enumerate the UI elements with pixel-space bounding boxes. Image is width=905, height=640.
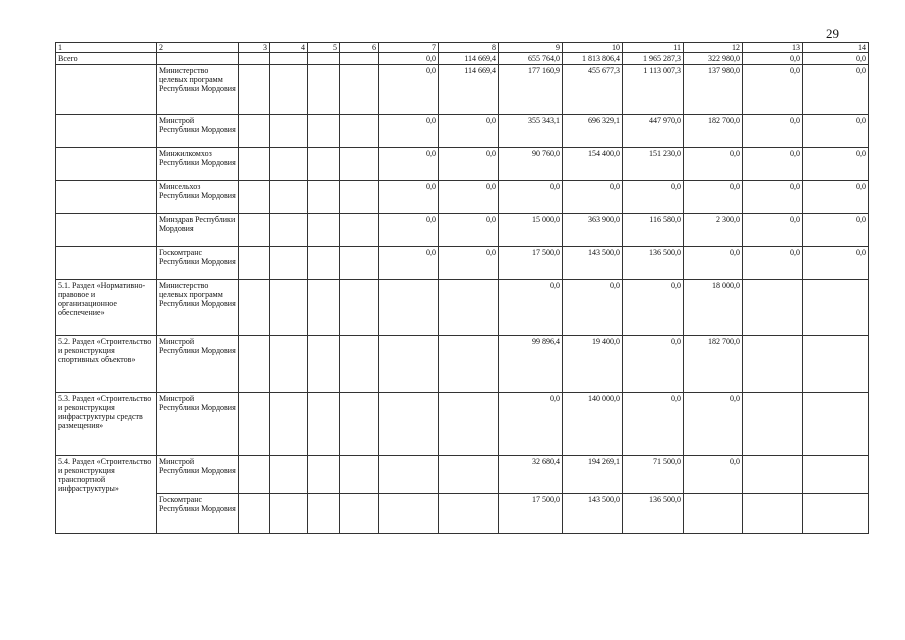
section-cell — [56, 247, 157, 280]
value-cell — [379, 280, 439, 336]
value-cell: 696 329,1 — [563, 115, 623, 148]
value-cell — [803, 336, 869, 393]
value-cell — [340, 247, 379, 280]
value-cell: 0,0 — [803, 65, 869, 115]
value-cell — [270, 214, 308, 247]
value-cell — [270, 456, 308, 494]
agency-cell: Минздрав Республики Мордовия — [157, 214, 239, 247]
value-cell — [308, 280, 340, 336]
value-cell — [239, 336, 270, 393]
page-number: 29 — [826, 26, 839, 41]
value-cell: 177 160,9 — [499, 65, 563, 115]
value-cell: 137 980,0 — [684, 65, 743, 115]
value-cell: 136 500,0 — [623, 247, 684, 280]
value-cell: 0,0 — [803, 53, 869, 65]
table-row — [56, 65, 869, 115]
value-cell: 0,0 — [743, 115, 803, 148]
value-cell: 0,0 — [803, 214, 869, 247]
value-cell — [308, 336, 340, 393]
value-cell — [379, 393, 439, 456]
value-cell — [308, 456, 340, 494]
value-cell — [340, 456, 379, 494]
value-cell: 0,0 — [439, 115, 499, 148]
section-cell: 5.3. Раздел «Строительство и реконструкция инфраструктуры средств размещения» — [56, 393, 157, 456]
value-cell — [308, 247, 340, 280]
section-cell: 5.1. Раздел «Нормативно-правовое и организационное обеспечение» — [56, 280, 157, 336]
value-cell: 0,0 — [623, 336, 684, 393]
section-cell — [56, 65, 157, 115]
value-cell — [340, 65, 379, 115]
value-cell: 17 500,0 — [499, 247, 563, 280]
value-cell: 0,0 — [379, 115, 439, 148]
value-cell: 322 980,0 — [684, 53, 743, 65]
column-header: 2 — [157, 43, 239, 53]
section-cell — [56, 214, 157, 247]
table-row — [56, 214, 869, 247]
value-cell: 32 680,4 — [499, 456, 563, 494]
value-cell: 655 764,0 — [499, 53, 563, 65]
value-cell: 0,0 — [439, 247, 499, 280]
value-cell — [308, 181, 340, 214]
value-cell: 0,0 — [803, 148, 869, 181]
value-cell: 0,0 — [563, 280, 623, 336]
value-cell: 182 700,0 — [684, 336, 743, 393]
table-row — [56, 148, 869, 181]
value-cell: 0,0 — [803, 247, 869, 280]
value-cell — [239, 148, 270, 181]
value-cell — [340, 214, 379, 247]
value-cell — [239, 115, 270, 148]
value-cell: 116 580,0 — [623, 214, 684, 247]
value-cell: 194 269,1 — [563, 456, 623, 494]
value-cell: 0,0 — [623, 393, 684, 456]
value-cell — [239, 494, 270, 534]
value-cell — [803, 393, 869, 456]
value-cell — [803, 280, 869, 336]
value-cell: 90 760,0 — [499, 148, 563, 181]
value-cell: 17 500,0 — [499, 494, 563, 534]
budget-table — [55, 42, 869, 534]
section-cell: Всего — [56, 53, 157, 65]
value-cell — [340, 336, 379, 393]
value-cell: 0,0 — [563, 181, 623, 214]
agency-cell: Министерство целевых программ Республики Мордовия — [157, 65, 239, 115]
column-header: 10 — [563, 43, 623, 53]
value-cell: 0,0 — [379, 181, 439, 214]
table-row — [56, 456, 869, 494]
value-cell — [803, 494, 869, 534]
agency-cell: Минстрой Республики Мордовия — [157, 393, 239, 456]
value-cell: 15 000,0 — [499, 214, 563, 247]
value-cell — [803, 456, 869, 494]
value-cell — [270, 247, 308, 280]
value-cell — [308, 494, 340, 534]
value-cell: 71 500,0 — [623, 456, 684, 494]
value-cell: 0,0 — [743, 247, 803, 280]
value-cell — [439, 456, 499, 494]
agency-cell: Министерство целевых программ Республики Мордовия — [157, 280, 239, 336]
value-cell — [270, 65, 308, 115]
value-cell — [340, 393, 379, 456]
table-row — [56, 494, 869, 534]
column-header: 6 — [340, 43, 379, 53]
column-header: 5 — [308, 43, 340, 53]
value-cell: 1 813 806,4 — [563, 53, 623, 65]
agency-cell: Минжилкомхоз Республики Мордовия — [157, 148, 239, 181]
value-cell: 0,0 — [379, 148, 439, 181]
value-cell — [239, 280, 270, 336]
value-cell: 455 677,3 — [563, 65, 623, 115]
value-cell: 0,0 — [379, 214, 439, 247]
value-cell — [439, 393, 499, 456]
table-body — [56, 43, 869, 534]
value-cell — [743, 393, 803, 456]
value-cell: 143 500,0 — [563, 494, 623, 534]
value-cell — [379, 456, 439, 494]
value-cell — [439, 494, 499, 534]
column-header: 11 — [623, 43, 684, 53]
table-row — [56, 336, 869, 393]
value-cell: 0,0 — [499, 393, 563, 456]
value-cell — [340, 494, 379, 534]
value-cell: 99 896,4 — [499, 336, 563, 393]
value-cell — [439, 280, 499, 336]
agency-cell: Госкомтранс Республики Мордовия — [157, 247, 239, 280]
column-header: 14 — [803, 43, 869, 53]
value-cell: 114 669,4 — [439, 65, 499, 115]
value-cell — [239, 456, 270, 494]
header-row — [56, 43, 869, 53]
value-cell: 0,0 — [743, 53, 803, 65]
value-cell: 0,0 — [684, 148, 743, 181]
table-row — [56, 247, 869, 280]
table-row — [56, 181, 869, 214]
column-header: 12 — [684, 43, 743, 53]
value-cell: 0,0 — [743, 214, 803, 247]
value-cell: 0,0 — [623, 181, 684, 214]
value-cell — [308, 214, 340, 247]
value-cell — [379, 336, 439, 393]
value-cell — [270, 280, 308, 336]
column-header: 1 — [56, 43, 157, 53]
value-cell: 1 965 287,3 — [623, 53, 684, 65]
value-cell: 0,0 — [803, 115, 869, 148]
value-cell — [270, 53, 308, 65]
value-cell: 0,0 — [379, 53, 439, 65]
agency-cell: Госкомтранс Республики Мордовия — [157, 494, 239, 534]
table-row — [56, 280, 869, 336]
value-cell: 0,0 — [803, 181, 869, 214]
column-header: 8 — [439, 43, 499, 53]
value-cell — [239, 214, 270, 247]
value-cell: 0,0 — [439, 214, 499, 247]
value-cell: 114 669,4 — [439, 53, 499, 65]
value-cell: 182 700,0 — [684, 115, 743, 148]
value-cell: 2 300,0 — [684, 214, 743, 247]
value-cell: 0,0 — [743, 181, 803, 214]
value-cell — [743, 456, 803, 494]
value-cell: 0,0 — [684, 181, 743, 214]
value-cell: 0,0 — [439, 148, 499, 181]
value-cell — [308, 148, 340, 181]
value-cell — [239, 393, 270, 456]
value-cell — [340, 181, 379, 214]
value-cell — [270, 181, 308, 214]
value-cell: 0,0 — [623, 280, 684, 336]
value-cell — [270, 393, 308, 456]
value-cell: 0,0 — [499, 280, 563, 336]
value-cell: 154 400,0 — [563, 148, 623, 181]
value-cell: 19 400,0 — [563, 336, 623, 393]
value-cell: 1 113 007,3 — [623, 65, 684, 115]
value-cell: 0,0 — [379, 247, 439, 280]
value-cell — [270, 148, 308, 181]
value-cell: 0,0 — [379, 65, 439, 115]
agency-cell: Минсельхоз Республики Мордовия — [157, 181, 239, 214]
column-header: 7 — [379, 43, 439, 53]
table-row — [56, 53, 869, 65]
value-cell: 140 000,0 — [563, 393, 623, 456]
value-cell — [743, 336, 803, 393]
value-cell — [439, 336, 499, 393]
section-cell — [56, 115, 157, 148]
agency-cell: Минстрой Республики Мордовия — [157, 456, 239, 494]
value-cell: 0,0 — [743, 65, 803, 115]
section-cell — [56, 181, 157, 214]
value-cell — [684, 494, 743, 534]
value-cell: 0,0 — [499, 181, 563, 214]
value-cell — [239, 53, 270, 65]
section-cell — [56, 148, 157, 181]
section-cell: 5.4. Раздел «Строительство и реконструкция транспортной инфраструктуры» — [56, 456, 157, 534]
value-cell: 136 500,0 — [623, 494, 684, 534]
value-cell: 0,0 — [684, 456, 743, 494]
value-cell: 355 343,1 — [499, 115, 563, 148]
column-header: 9 — [499, 43, 563, 53]
value-cell — [340, 148, 379, 181]
value-cell — [239, 65, 270, 115]
value-cell — [308, 65, 340, 115]
value-cell — [379, 494, 439, 534]
value-cell — [743, 280, 803, 336]
value-cell — [340, 53, 379, 65]
value-cell: 447 970,0 — [623, 115, 684, 148]
value-cell: 18 000,0 — [684, 280, 743, 336]
value-cell: 0,0 — [684, 247, 743, 280]
column-header: 4 — [270, 43, 308, 53]
table-row — [56, 115, 869, 148]
section-cell: 5.2. Раздел «Строительство и реконструкция спортивных объектов» — [56, 336, 157, 393]
value-cell — [308, 393, 340, 456]
value-cell — [340, 280, 379, 336]
value-cell — [308, 115, 340, 148]
value-cell: 0,0 — [743, 148, 803, 181]
value-cell — [239, 247, 270, 280]
agency-cell: Минстрой Республики Мордовия — [157, 336, 239, 393]
value-cell — [340, 115, 379, 148]
value-cell — [270, 494, 308, 534]
value-cell — [239, 181, 270, 214]
value-cell — [308, 53, 340, 65]
value-cell — [270, 336, 308, 393]
value-cell — [270, 115, 308, 148]
value-cell: 0,0 — [439, 181, 499, 214]
value-cell: 151 230,0 — [623, 148, 684, 181]
column-header: 3 — [239, 43, 270, 53]
table-row — [56, 393, 869, 456]
value-cell: 143 500,0 — [563, 247, 623, 280]
value-cell — [743, 494, 803, 534]
value-cell: 363 900,0 — [563, 214, 623, 247]
agency-cell: Минстрой Республики Мордовия — [157, 115, 239, 148]
agency-cell — [157, 53, 239, 65]
column-header: 13 — [743, 43, 803, 53]
value-cell: 0,0 — [684, 393, 743, 456]
